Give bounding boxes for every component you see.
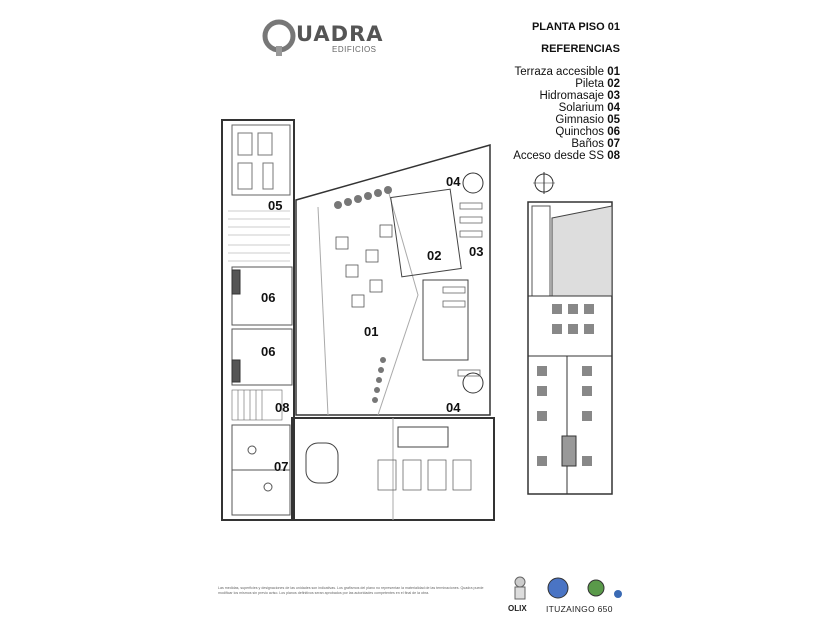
reference-item: Acceso desde SS 08: [513, 150, 620, 162]
references-title: REFERENCIAS: [541, 43, 620, 55]
address-label: ITUZAINGO 650: [546, 604, 613, 614]
label-gimnasio: 05: [268, 198, 283, 213]
reference-item: Solarium 04: [558, 102, 620, 114]
key-plan-thumbnail: [522, 196, 618, 500]
olix-label: OLIX: [508, 604, 527, 613]
reference-item: Baños 07: [571, 138, 620, 150]
label-acceso: 08: [275, 400, 290, 415]
logo-wordmark: UADRA: [296, 22, 384, 46]
label-solarium-top: 04: [446, 174, 461, 189]
label-quincho-bottom: 06: [261, 344, 276, 359]
label-quincho-top: 06: [261, 290, 276, 305]
reference-item: Quinchos 06: [555, 126, 620, 138]
reference-item: Pileta 02: [575, 78, 620, 90]
olix-brand: [508, 576, 538, 616]
logo-subtitle: EDIFICIOS: [332, 45, 377, 54]
reference-item: Hidromasaje 03: [539, 90, 620, 102]
ituzaingo-brand: [546, 576, 626, 616]
label-terraza: 01: [364, 324, 379, 339]
reference-item: Terraza accesible 01: [514, 66, 620, 78]
floor-plan: [218, 115, 500, 525]
reference-item: Gimnasio 05: [555, 114, 620, 126]
label-banos: 07: [274, 459, 289, 474]
plan-title: PLANTA PISO 01: [531, 21, 620, 33]
quadra-q-icon: [262, 18, 296, 58]
disclaimer-text: Las medidas, superficies y designaciones de las unidades son indicativas. Los grafismos del plano no representan la materialidad de las terminaciones. Quadra puede modificar los mismos sin previo aviso. Los planos definitivos seran aprobados por las autoridades competentes en el final de la obra.: [218, 586, 484, 595]
label-pileta: 02: [427, 248, 442, 263]
label-hidromasaje: 03: [469, 244, 484, 259]
olix-figure-icon: [508, 576, 532, 602]
references-list: [513, 66, 620, 162]
quadra-logo: [262, 18, 384, 58]
north-compass-icon: [533, 172, 555, 194]
globe-icon: [546, 576, 626, 602]
label-solarium-bottom: 04: [446, 400, 461, 415]
